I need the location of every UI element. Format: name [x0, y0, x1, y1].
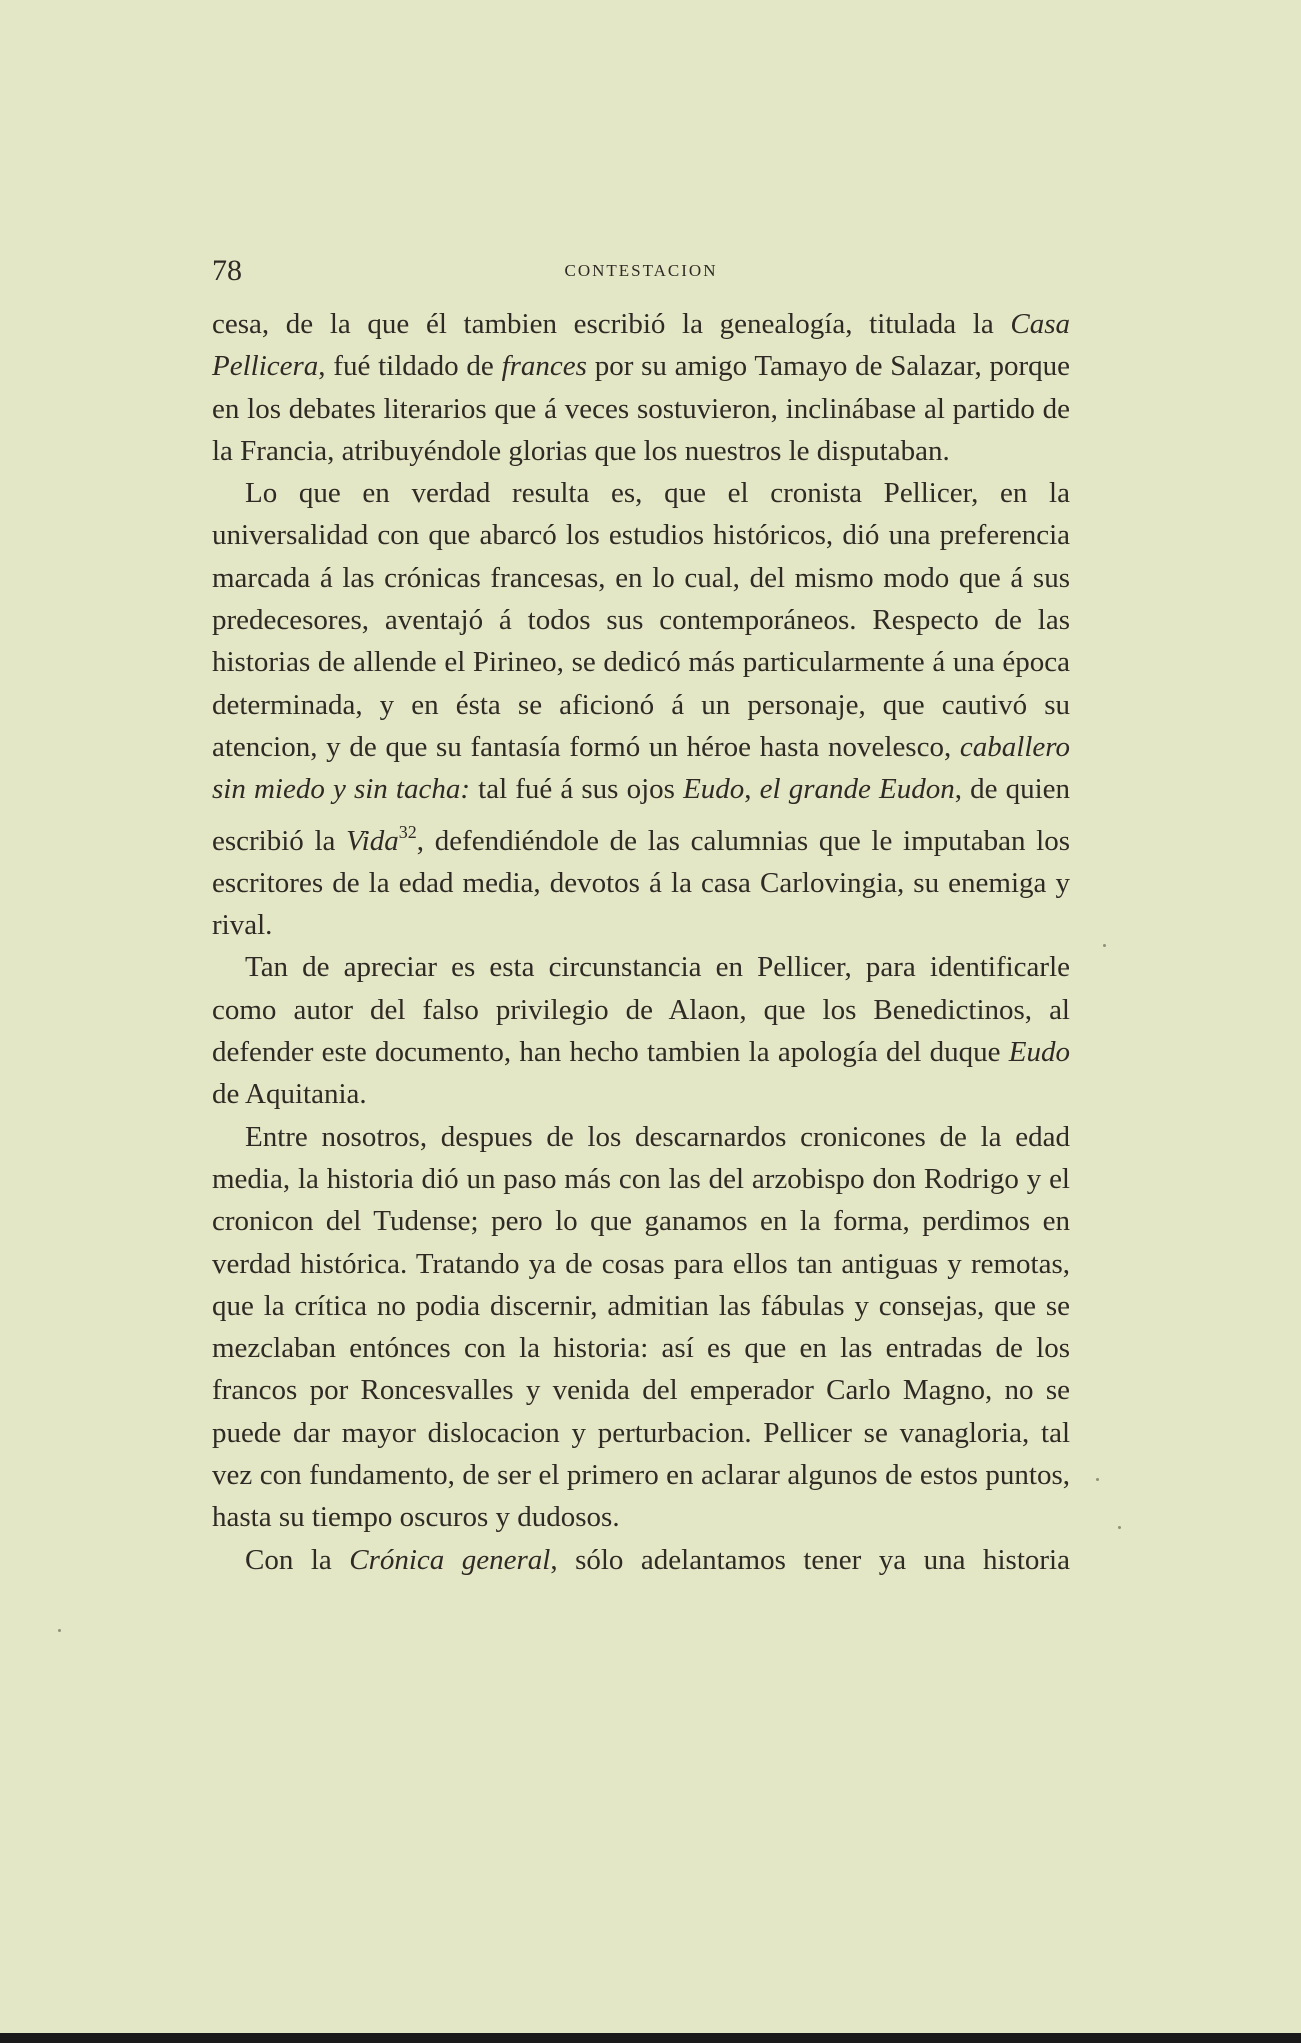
page-number: 78 [212, 254, 242, 287]
text-run: , [744, 773, 760, 806]
paper-speck [1096, 1478, 1099, 1481]
page-header [212, 253, 1070, 289]
running-head: CONTESTACION [564, 261, 718, 280]
text-run: Con la [245, 1543, 350, 1576]
italic-title-casa-pellicera: Casa Pellicera [212, 308, 1070, 383]
paragraph-5 [212, 1539, 1070, 1581]
text-run: por su amigo Tamayo de Salazar, porque en los debates literarios que á veces sostuvieron, inclinábase al partido de la Francia, atribuyéndole glorias que los nuestros le disputaban. [212, 350, 1070, 467]
paragraph-2 [212, 472, 1070, 946]
text-run: , de quien escribió la [212, 773, 1070, 857]
text-run: tal fué á sus ojos [470, 773, 684, 806]
italic-name-eudo: Eudo [1008, 1036, 1070, 1069]
italic-title-vida: Vida [346, 824, 399, 857]
paragraph-1 [212, 303, 1070, 472]
italic-title-cronica-general: Crónica general [349, 1543, 551, 1576]
paper-speck [1103, 944, 1106, 947]
text-run: , sólo adelantamos tener ya una historia [550, 1543, 1070, 1576]
text-run: , defendiéndole de las calumnias que le imputaban los escritores de la edad media, devotos á la casa Carlovingia, su enemiga y rival. [212, 824, 1070, 942]
paper-speck [58, 1629, 61, 1632]
text-run: de Aquitania. [212, 1078, 367, 1111]
footnote-ref-32: 32 [398, 821, 417, 842]
body-text [212, 303, 1070, 1581]
text-run: , fué tildado de [318, 350, 502, 383]
text-run: Tan de apreciar es esta circunstancia en Pellicer, para identificarle como autor del falso privilegio de Alaon, que los Benedictinos, al defender este documento, han hecho tambien la apología del duque [212, 951, 1070, 1069]
paragraph-4 [212, 1116, 1070, 1539]
italic-name-el-grande-eudon: el grande Eudon [759, 773, 955, 806]
scan-bottom-edge [0, 2033, 1301, 2043]
paragraph-3 [212, 946, 1070, 1115]
text-run: cesa, de la que él tambien escribió la genealogía, titulada la [212, 308, 1011, 340]
text-run: Lo que en verdad resulta es, que el cronista Pellicer, en la universalidad con que abarcó los estudios históricos, dió una preferencia marcada á las crónicas francesas, en lo cual, del mismo modo que á sus predecesores, aventajó á todos sus contemporáneos. Respecto de las historias de allende el Pirineo, se dedicó más particularmente á una época determinada, y en ésta se aficionó á un personaje, que cautivó su atencion, y de que su fantasía formó un héroe hasta novelesco, [212, 477, 1070, 763]
italic-word-frances: frances [501, 350, 587, 383]
italic-name-eudo: Eudo [683, 773, 745, 806]
text-run: Entre nosotros, despues de los descarnardos cronicones de la edad media, la historia dió un paso más con las del arzobispo don Rodrigo y el cronicon del Tudense; pero lo que ganamos en la forma, perdimos en verdad histórica. Tratando ya de cosas para ellos tan antiguas y remotas, que la crítica no podia discernir, admitian las fábulas y consejas, que se mezclaban entónces con la historia: así es que en las entradas de los francos por Roncesvalles y venida del emperador Carlo Magno, no se puede dar mayor dislocacion y perturbacion. Pellicer se vanagloria, tal vez con fundamento, de ser el primero en aclarar algunos de estos puntos, hasta su tiempo oscuros y dudosos. [212, 1120, 1070, 1534]
italic-phrase-caballero: caballero sin miedo y sin tacha: [212, 730, 1070, 806]
paper-speck [1118, 1526, 1121, 1529]
